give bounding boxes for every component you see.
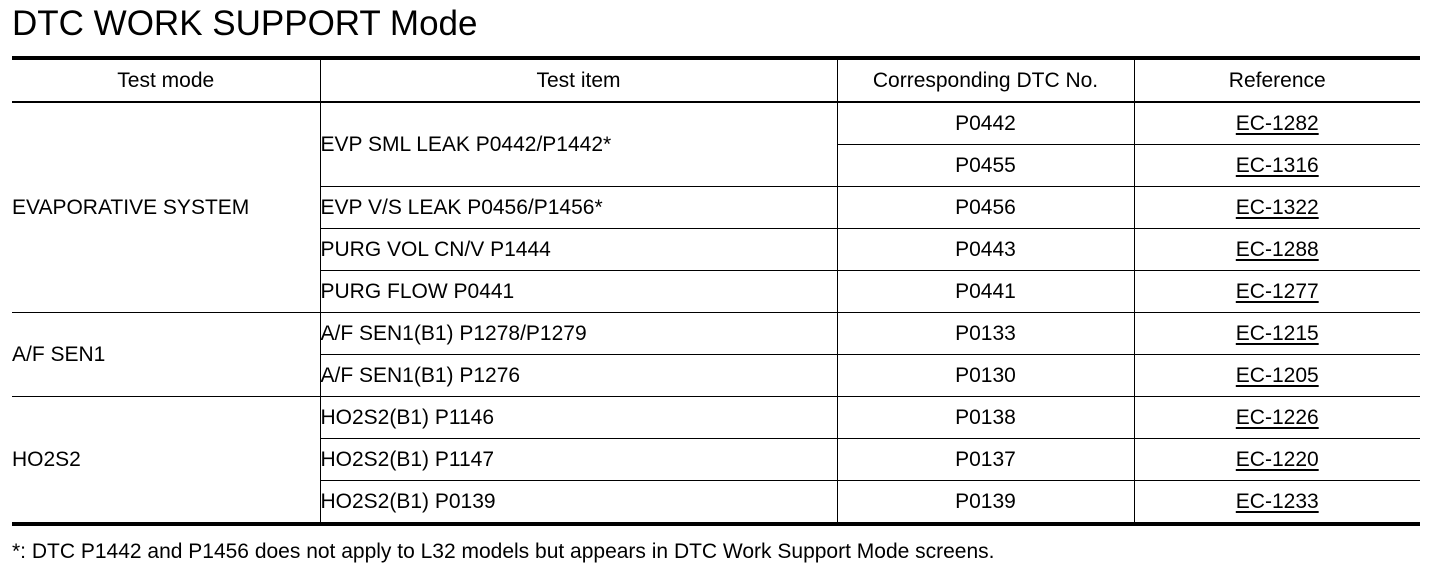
reference-link[interactable]: EC-1233 [1235, 489, 1319, 513]
reference-link[interactable]: EC-1277 [1235, 279, 1319, 303]
dtc-no-cell: P0443 [837, 229, 1134, 271]
reference-link[interactable]: EC-1220 [1235, 447, 1319, 471]
page-title: DTC WORK SUPPORT Mode [12, 4, 478, 43]
header-reference: Reference [1134, 58, 1420, 102]
test-item-cell: PURG FLOW P0441 [320, 271, 837, 313]
test-item-cell: A/F SEN1(B1) P1276 [320, 355, 837, 397]
table-row [12, 397, 1420, 439]
reference-cell [1134, 271, 1420, 313]
footnote: *: DTC P1442 and P1456 does not apply to L32 models but appears in DTC Work Support Mode screens. [12, 540, 995, 563]
reference-cell [1134, 102, 1420, 145]
header-test-item: Test item [320, 58, 837, 102]
reference-link[interactable]: EC-1322 [1235, 195, 1319, 219]
test-item-cell: EVP SML LEAK P0442/P1442* [320, 102, 837, 187]
reference-cell [1134, 481, 1420, 525]
reference-link[interactable]: EC-1316 [1235, 153, 1319, 177]
table-row [12, 102, 1420, 145]
dtc-no-cell: P0442 [837, 102, 1134, 145]
reference-cell [1134, 397, 1420, 439]
dtc-no-cell: P0133 [837, 313, 1134, 355]
reference-cell [1134, 145, 1420, 187]
reference-cell [1134, 439, 1420, 481]
dtc-no-cell: P0456 [837, 187, 1134, 229]
reference-link[interactable]: EC-1215 [1235, 321, 1319, 345]
reference-cell [1134, 229, 1420, 271]
dtc-no-cell: P0455 [837, 145, 1134, 187]
test-item-cell: EVP V/S LEAK P0456/P1456* [320, 187, 837, 229]
dtc-no-cell: P0139 [837, 481, 1134, 525]
table-header-row [12, 58, 1420, 102]
table-row [12, 313, 1420, 355]
test-item-cell: HO2S2(B1) P1147 [320, 439, 837, 481]
dtc-no-cell: P0137 [837, 439, 1134, 481]
reference-cell [1134, 187, 1420, 229]
reference-link[interactable]: EC-1288 [1235, 237, 1319, 261]
test-mode-cell: EVAPORATIVE SYSTEM [12, 102, 320, 313]
test-item-cell: HO2S2(B1) P0139 [320, 481, 837, 525]
test-mode-cell: HO2S2 [12, 397, 320, 525]
reference-link[interactable]: EC-1205 [1235, 363, 1319, 387]
dtc-no-cell: P0138 [837, 397, 1134, 439]
header-dtc-no: Corresponding DTC No. [837, 58, 1134, 102]
dtc-no-cell: P0130 [837, 355, 1134, 397]
reference-link[interactable]: EC-1282 [1235, 111, 1319, 135]
header-test-mode: Test mode [12, 58, 320, 102]
test-item-cell: A/F SEN1(B1) P1278/P1279 [320, 313, 837, 355]
dtc-no-cell: P0441 [837, 271, 1134, 313]
reference-cell [1134, 355, 1420, 397]
test-mode-cell: A/F SEN1 [12, 313, 320, 397]
reference-link[interactable]: EC-1226 [1235, 405, 1319, 429]
reference-cell [1134, 313, 1420, 355]
test-item-cell: HO2S2(B1) P1146 [320, 397, 837, 439]
dtc-work-support-table [12, 56, 1420, 526]
test-item-cell: PURG VOL CN/V P1444 [320, 229, 837, 271]
